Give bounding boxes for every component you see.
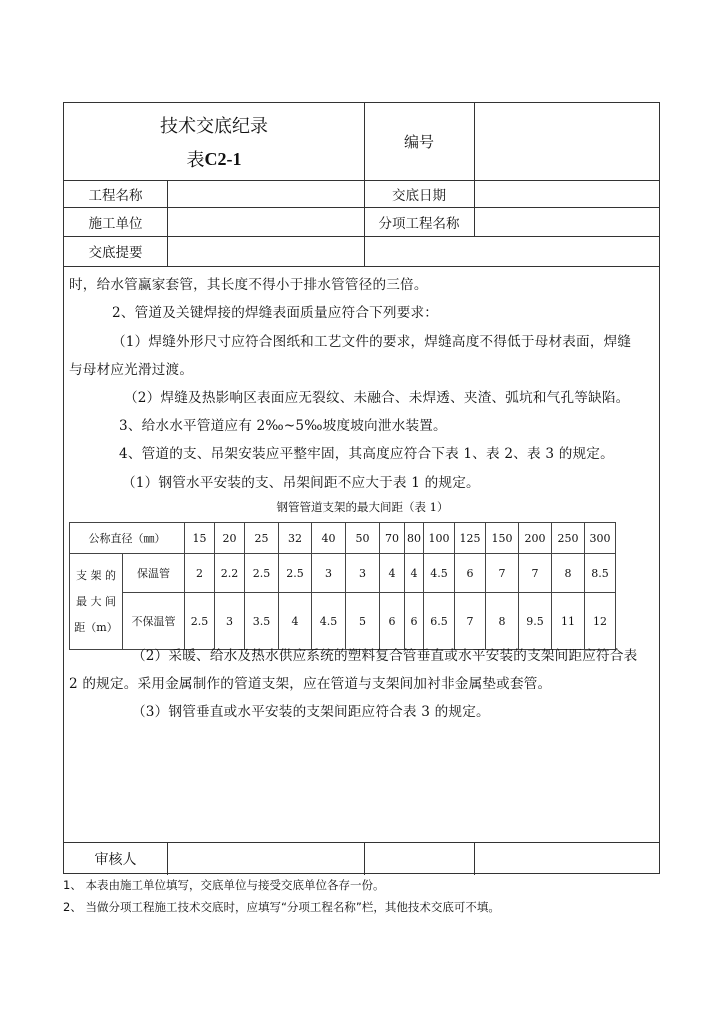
body-paragraph: 3、给水水平管道应有 2‰~5‰坡度坡向泄水装置。 bbox=[119, 418, 447, 434]
table-cell: 2.5 bbox=[185, 593, 215, 650]
table-cell: 4 bbox=[405, 554, 424, 593]
footer-note: 1、 本表由施工单位填写，交底单位与接受交底单位各存一份。 bbox=[63, 878, 385, 892]
unit-label: 施工单位 bbox=[88, 215, 143, 232]
table-cell: 2.5 bbox=[279, 554, 312, 593]
form-title: 技术交底纪录 bbox=[160, 116, 268, 137]
support-label-line: 支 架 的 bbox=[76, 568, 116, 582]
table-cell: 8 bbox=[486, 593, 519, 650]
table-cell: 8 bbox=[552, 554, 585, 593]
body-paragraph: （2）采暖、给水及热水供应系统的塑料复合管垂直或水平安装的支架间距应符合表 bbox=[132, 648, 638, 664]
support-spacing-label bbox=[70, 554, 123, 650]
table-cell: 4.5 bbox=[312, 593, 346, 650]
table-cell: 150 bbox=[486, 523, 519, 554]
table-cell: 6 bbox=[380, 593, 405, 650]
table-cell: 5 bbox=[346, 593, 380, 650]
body-paragraph: 2 的规定。采用金属制作的管道支架，应在管道与支架间加衬非金属垫或套管。 bbox=[69, 676, 552, 692]
table-cell: 6 bbox=[405, 593, 424, 650]
table-cell: 70 bbox=[380, 523, 405, 554]
table-cell: 32 bbox=[279, 523, 312, 554]
table-cell: 12 bbox=[585, 593, 616, 650]
table-cell: 50 bbox=[346, 523, 380, 554]
row-label: 不保温管 bbox=[123, 593, 185, 650]
support-label-line: 最 大 间 bbox=[76, 594, 116, 608]
number-label: 编号 bbox=[403, 133, 434, 151]
footer-note: 2、 当做分项工程施工技术交底时，应填写“分项工程名称”栏，其他技术交底可不填。 bbox=[63, 900, 500, 914]
number-field[interactable] bbox=[474, 103, 661, 180]
support-label-line: 距（m） bbox=[74, 620, 118, 634]
body-paragraph: 4、管道的支、吊架安装应平整牢固，其高度应符合下表 1、表 2、表 3 的规定。 bbox=[119, 446, 614, 462]
row-label: 保温管 bbox=[123, 554, 185, 593]
reviewer-label: 审核人 bbox=[94, 851, 137, 868]
table-cell: 6 bbox=[455, 554, 486, 593]
table-row bbox=[70, 593, 616, 650]
body-paragraph: （1）钢管水平安装的支、吊架间距不应大于表 1 的规定。 bbox=[122, 475, 480, 491]
support-spacing-table bbox=[69, 522, 616, 650]
table-cell: 6.5 bbox=[424, 593, 455, 650]
body-paragraph: （2）焊缝及热影响区表面应无裂纹、未融合、未焊透、夹渣、弧坑和气孔等缺陷。 bbox=[124, 390, 630, 406]
project-name-field[interactable] bbox=[167, 180, 364, 207]
summary-field[interactable] bbox=[167, 236, 661, 266]
table-cell: 250 bbox=[552, 523, 585, 554]
table-cell: 20 bbox=[215, 523, 245, 554]
table-cell: 2 bbox=[185, 554, 215, 593]
form-code bbox=[64, 145, 364, 173]
body-paragraph: （1）焊缝外形尺寸应符合图纸和工艺文件的要求，焊缝高度不得低于母材表面，焊缝 bbox=[112, 334, 632, 350]
table-cell: 25 bbox=[245, 523, 279, 554]
date-label: 交底日期 bbox=[392, 187, 446, 204]
table-cell: 4 bbox=[279, 593, 312, 650]
body-paragraph: 与母材应光滑过渡。 bbox=[69, 362, 194, 378]
reviewer-sign-field[interactable] bbox=[364, 842, 474, 875]
table-cell: 125 bbox=[455, 523, 486, 554]
table-cell: 7 bbox=[486, 554, 519, 593]
table-cell: 4.5 bbox=[424, 554, 455, 593]
table-row bbox=[70, 554, 616, 593]
table-cell: 3 bbox=[215, 593, 245, 650]
diameter-header: 公称直径（㎜） bbox=[70, 523, 185, 554]
table-cell: 3.5 bbox=[245, 593, 279, 650]
table-cell: 3 bbox=[312, 554, 346, 593]
body-paragraph: （3）钢管垂直或水平安装的支架间距应符合表 3 的规定。 bbox=[132, 704, 490, 720]
form-code-value: C2-1 bbox=[204, 148, 242, 169]
body-paragraph: 时，给水管赢家套管，其长度不得小于排水管管径的三倍。 bbox=[69, 277, 428, 293]
table-cell: 3 bbox=[346, 554, 380, 593]
table-cell: 11 bbox=[552, 593, 585, 650]
form-code-prefix: 表 bbox=[186, 150, 205, 171]
table-cell: 100 bbox=[424, 523, 455, 554]
table-cell: 7 bbox=[519, 554, 552, 593]
table-row bbox=[70, 523, 616, 554]
summary-label: 交底提要 bbox=[88, 245, 143, 261]
table-cell: 300 bbox=[585, 523, 616, 554]
subproject-field[interactable] bbox=[474, 207, 661, 236]
reviewer-field[interactable] bbox=[167, 842, 364, 875]
table-caption: 钢管管道支架的最大间距（表 1） bbox=[276, 500, 449, 514]
table-cell: 200 bbox=[519, 523, 552, 554]
table-cell: 9.5 bbox=[519, 593, 552, 650]
subproject-label: 分项工程名称 bbox=[378, 215, 460, 232]
table-cell: 7 bbox=[455, 593, 486, 650]
body-paragraph: 2、管道及关键焊接的焊缝表面质量应符合下列要求： bbox=[112, 305, 439, 321]
technical-briefing-form bbox=[63, 102, 660, 874]
project-name-label: 工程名称 bbox=[88, 187, 143, 204]
reviewer-date-field[interactable] bbox=[474, 842, 661, 875]
table-cell: 2.2 bbox=[215, 554, 245, 593]
table-cell: 15 bbox=[185, 523, 215, 554]
table-cell: 8.5 bbox=[585, 554, 616, 593]
unit-field[interactable] bbox=[167, 207, 364, 236]
table-cell: 2.5 bbox=[245, 554, 279, 593]
table-cell: 4 bbox=[380, 554, 405, 593]
table-cell: 80 bbox=[405, 523, 424, 554]
date-field[interactable] bbox=[474, 180, 661, 207]
table-cell: 40 bbox=[312, 523, 346, 554]
